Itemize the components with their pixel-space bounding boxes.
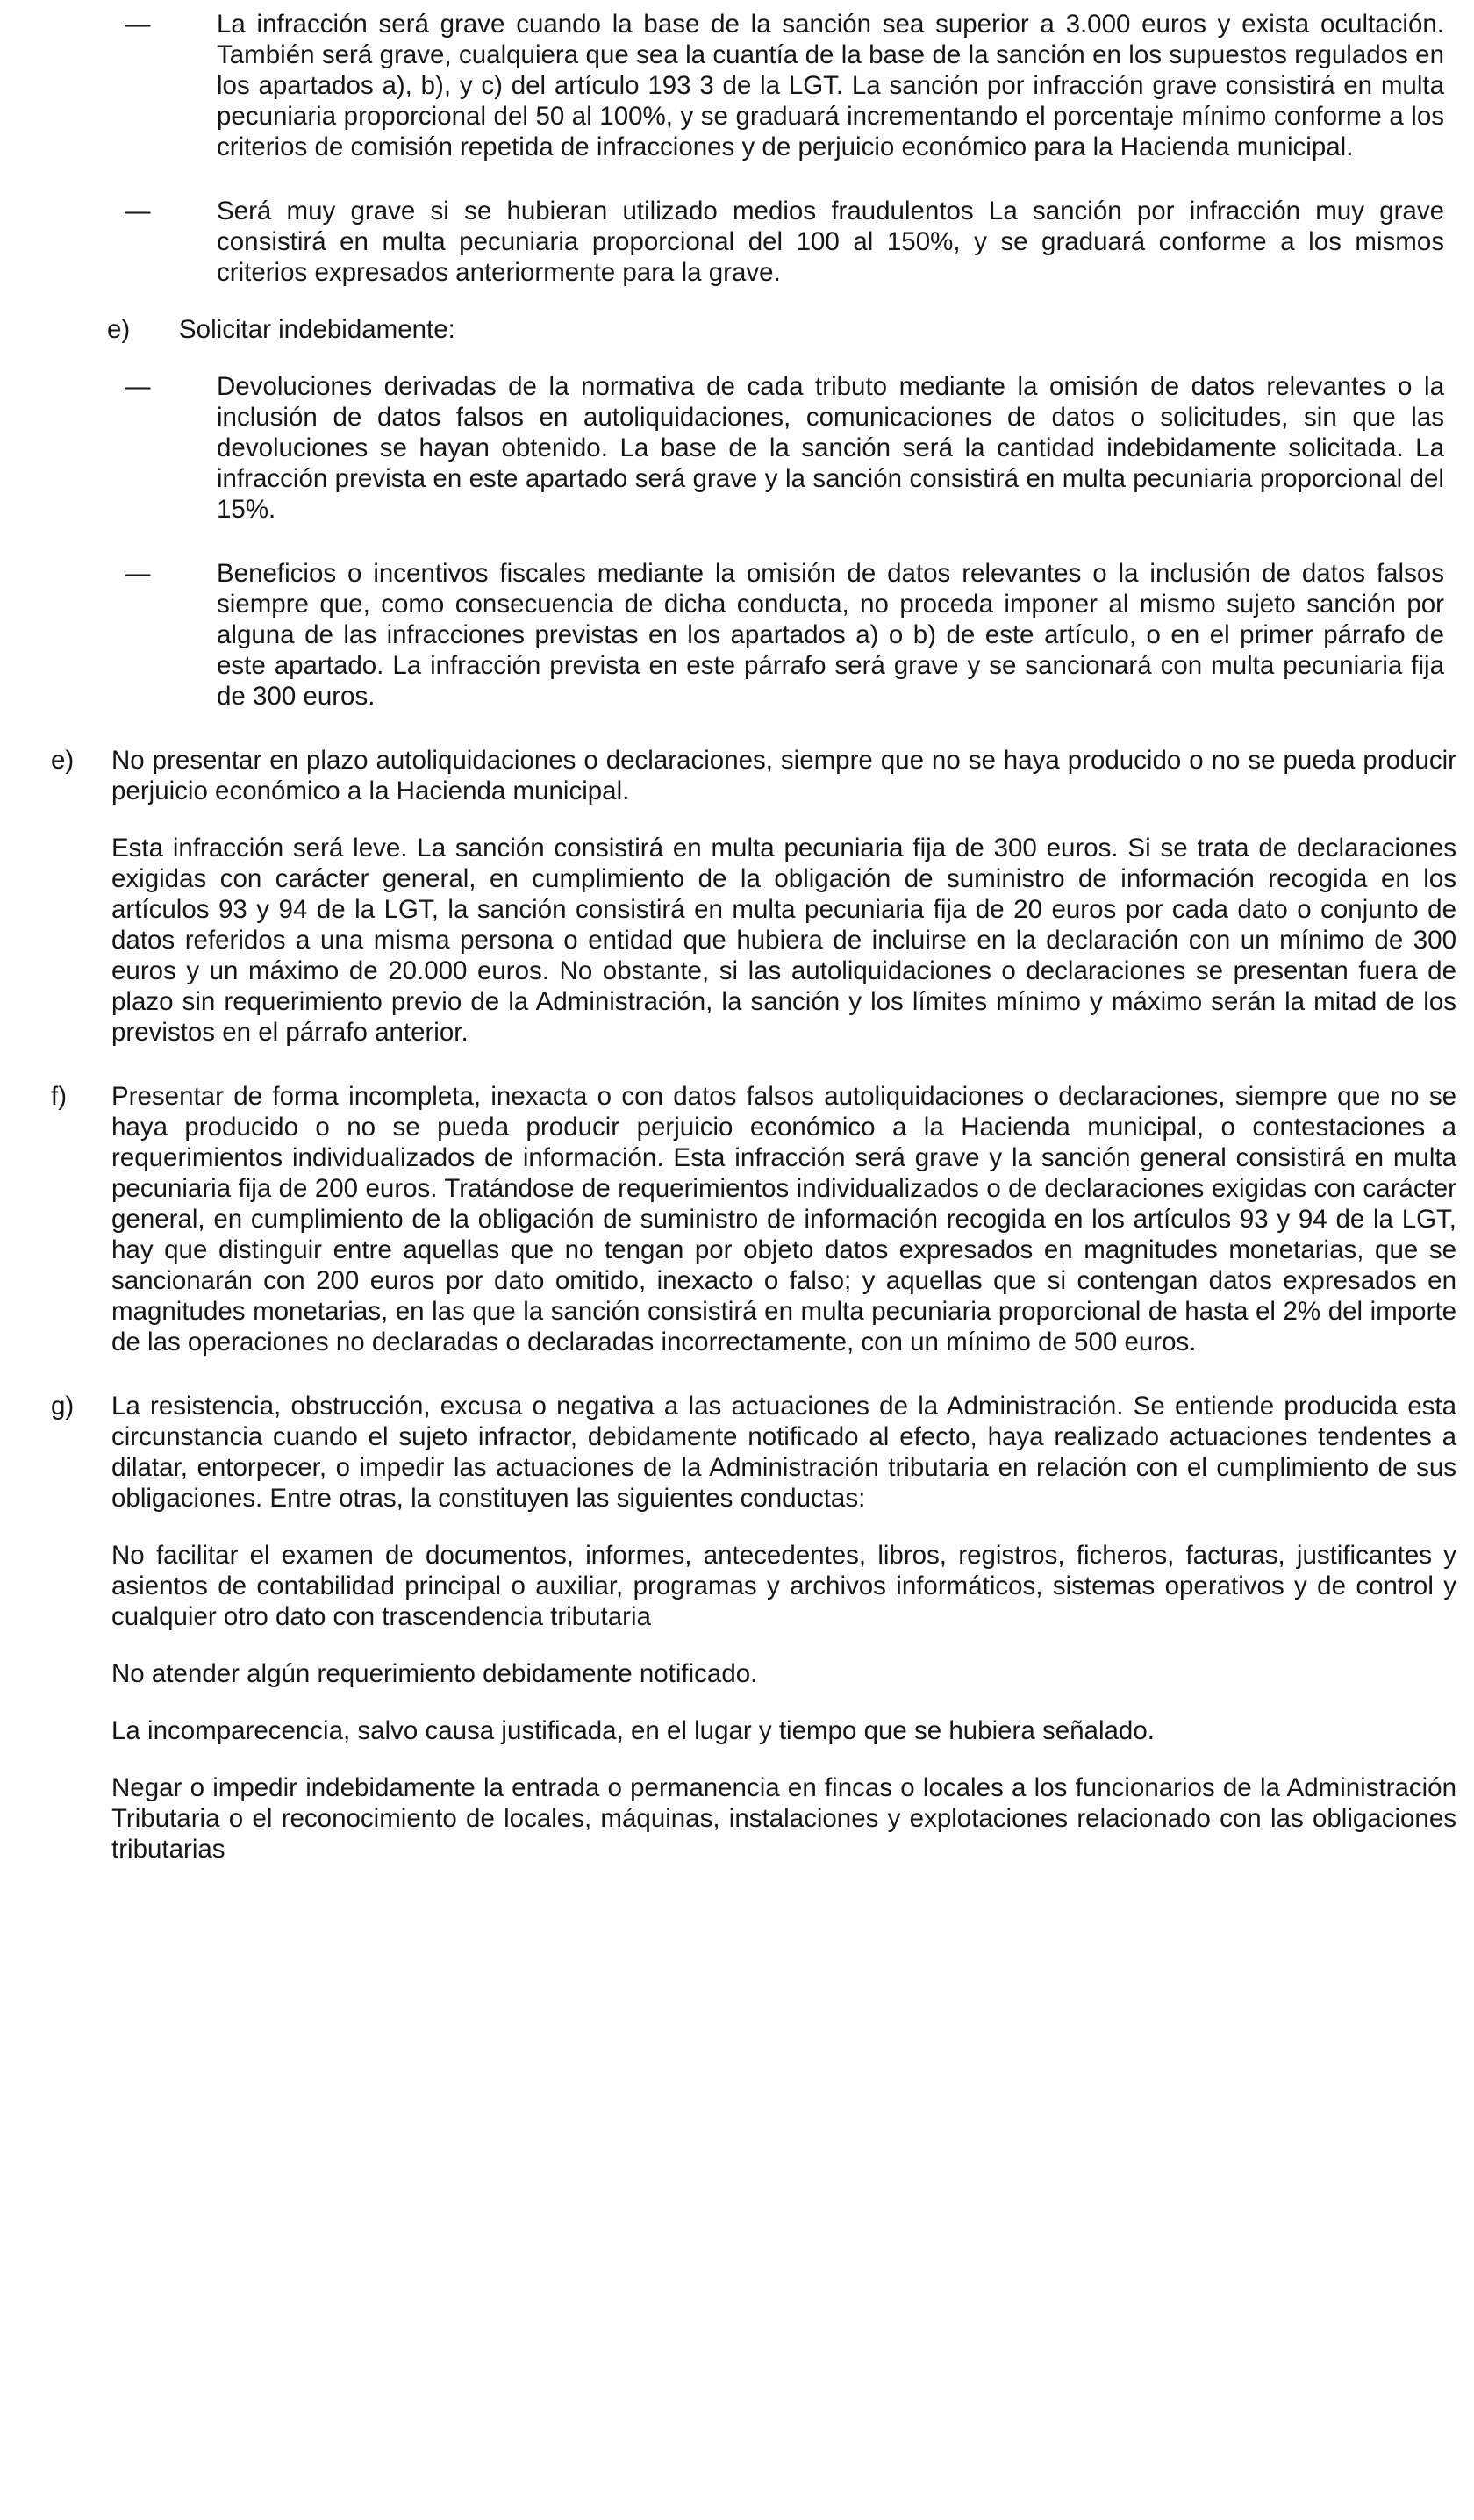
dash-item-devoluciones [51, 371, 1456, 525]
conduct-negar-entrada [51, 1772, 1456, 1865]
item-letter: e) [51, 746, 75, 775]
paragraph-text: No atender algún requerimiento debidamente notificado. [111, 1659, 758, 1688]
paragraph-text: Negar o impedir indebidamente la entrada o permanencia en fincas o locales a los funcionarios de la Administración Tributaria o el reconocimiento de locales, máquinas, instalaciones y explotaciones relacionado con las obligaciones tributarias [111, 1773, 1456, 1864]
paragraph-text: Esta infracción será leve. La sanción consistirá en multa pecuniaria fija de 300 euros. Si se trata de declaraciones exigidas con carácter general, en cumplimiento de la obligación de suministro de información recogida en los artículos 93 y 94 de la LGT, la sanción consistirá en multa pecuniaria fija de 20 euros por cada dato o conjunto de datos referidos a una misma persona o entidad que hubiera de incluirse en la declaración con un mínimo de 300 euros y un máximo de 20.000 euros. No obstante, si las autoliquidaciones o declaraciones se presentan fuera de plazo sin requerimiento previo de la Administración, la sanción y los límites mínimo y máximo serán la mitad de los previstos en el párrafo anterior. [111, 834, 1456, 1047]
dash-item-beneficios [51, 558, 1456, 712]
paragraph-text: La infracción será grave cuando la base de la sanción sea superior a 3.000 euros y exista ocultación. También será grave, cualquiera que sea la cuantía de la base de la sanción en los supuestos regulados en los apartados a), b), y c) del artículo 193 3 de la LGT. La sanción por infracción grave consistirá en multa pecuniaria proporcional del 50 al 100%, y se graduará incrementando el porcentaje mínimo conforme a los criterios de comisión repetida de infracciones y de perjuicio económico para la Hacienda municipal. [217, 10, 1444, 161]
item-g-resistencia [51, 1391, 1456, 1514]
paragraph-infraccion-leve [51, 833, 1456, 1048]
conduct-no-atender [51, 1658, 1456, 1689]
paragraph-text: Beneficios o incentivos fiscales mediante la omisión de datos relevantes o la inclusión de datos falsos siempre que, como consecuencia de dicha conducta, no proceda imponer al mismo sujeto sanción por alguna de las infracciones previstas en los apartados a) o b) de este artículo, o en el primer párrafo de este apartado. La infracción prevista en este párrafo será grave y se sancionará con multa pecuniaria fija de 300 euros. [217, 559, 1444, 711]
dash-item-grave [51, 9, 1456, 162]
dash-marker: — [125, 372, 151, 401]
paragraph-text: No presentar en plazo autoliquidaciones o declaraciones, siempre que no se haya producido o no se pueda producir perjuicio económico a la Hacienda municipal. [111, 746, 1456, 805]
dash-marker: — [125, 10, 151, 39]
paragraph-text: No facilitar el examen de documentos, informes, antecedentes, libros, registros, ficheros, facturas, justificantes y asientos de contabilidad principal o auxiliar, programas y archivos informáticos, sistemas operativos y de control y cualquier otro dato con trascendencia tributaria [111, 1541, 1456, 1631]
paragraph-text: La resistencia, obstrucción, excusa o negativa a las actuaciones de la Administración. Se entiende producida esta circunstancia cuando el sujeto infractor, debidamente notificado al efecto, haya realizado actuaciones tendentes a dilatar, entorpecer, o impedir las actuaciones de la Administración tributaria en relación con el cumplimiento de sus obligaciones. Entre otras, la constituyen las siguientes conductas: [111, 1392, 1456, 1513]
paragraph-text: Presentar de forma incompleta, inexacta o con datos falsos autoliquidaciones o declaraciones, siempre que no se haya producido o no se pueda producir perjuicio económico a la Hacienda municipal, o contestaciones a requerimientos individualizados de información. Esta infracción será grave y la sanción general consistirá en multa pecuniaria fija de 200 euros. Tratándose de requerimientos individualizados o de declaraciones exigidas con carácter general, en cumplimiento de la obligación de suministro de información recogida en los artículos 93 y 94 de la LGT, hay que distinguir entre aquellas que no tengan por objeto datos expresados en magnitudes monetarias, que se sancionarán con 200 euros por dato omitido, inexacto o falso; y aquellas que si contengan datos expresados en magnitudes monetarias, en las que la sanción consistirá en multa pecuniaria proporcional de hasta el 2% del importe de las operaciones no declaradas o declaradas incorrectamente, con un mínimo de 500 euros. [111, 1082, 1456, 1357]
item-e-solicitar [51, 314, 1456, 345]
item-letter: e) [107, 315, 131, 344]
paragraph-text: Será muy grave si se hubieran utilizado medios fraudulentos La sanción por infracción muy grave consistirá en multa pecuniaria proporcional del 100 al 150%, y se graduará conforme a los mismos criterios expresados anteriormente para la grave. [217, 197, 1444, 287]
item-letter: f) [51, 1082, 68, 1111]
item-e-no-presentar [51, 745, 1456, 806]
item-letter: g) [51, 1392, 75, 1421]
dash-marker: — [125, 559, 151, 588]
item-f-presentar-incompleta [51, 1081, 1456, 1357]
paragraph-text: Solicitar indebidamente: [179, 315, 455, 344]
dash-item-muy-grave [51, 196, 1456, 288]
dash-marker: — [125, 197, 151, 226]
conduct-incomparecencia [51, 1715, 1456, 1746]
paragraph-text: La incomparecencia, salvo causa justificada, en el lugar y tiempo que se hubiera señalado. [111, 1716, 1155, 1745]
paragraph-text: Devoluciones derivadas de la normativa de cada tributo mediante la omisión de datos relevantes o la inclusión de datos falsos en autoliquidaciones, comunicaciones de datos o solicitudes, sin que las devoluciones se hayan obtenido. La base de la sanción será la cantidad indebidamente solicitada. La infracción prevista en este apartado será grave y la sanción consistirá en multa pecuniaria proporcional del 15%. [217, 372, 1444, 524]
conduct-no-facilitar [51, 1540, 1456, 1632]
